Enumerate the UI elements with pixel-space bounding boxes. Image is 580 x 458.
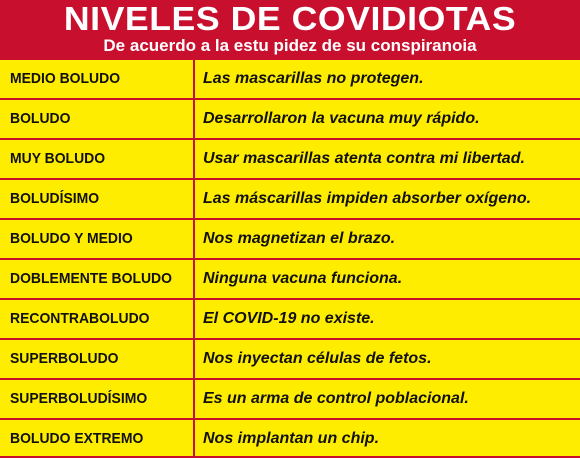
level-label: SUPERBOLUDÍSIMO bbox=[10, 390, 148, 407]
table-row bbox=[0, 378, 580, 418]
belief-text: Es un arma de control poblacional. bbox=[203, 390, 469, 407]
belief-text: El COVID-19 no existe. bbox=[203, 310, 375, 327]
column-divider bbox=[193, 340, 195, 378]
level-label: DOBLEMENTE BOLUDO bbox=[10, 270, 172, 287]
belief-text: Ninguna vacuna funciona. bbox=[203, 270, 403, 287]
belief-text: Las máscarillas impiden absorber oxígeno. bbox=[203, 190, 532, 207]
levels-table bbox=[0, 60, 580, 456]
column-divider bbox=[193, 140, 195, 178]
belief-text: Usar mascarillas atenta contra mi libertad. bbox=[203, 150, 525, 167]
belief-text: Las mascarillas no protegen. bbox=[203, 70, 424, 87]
poster-title: NIVELES DE COVIDIOTAS bbox=[63, 0, 517, 37]
column-divider bbox=[193, 60, 195, 100]
column-divider bbox=[193, 380, 195, 418]
level-label: MUY BOLUDO bbox=[10, 150, 106, 167]
belief-text: Nos implantan un chip. bbox=[203, 430, 380, 447]
table-row bbox=[0, 60, 580, 100]
table-row bbox=[0, 338, 580, 378]
table-row bbox=[0, 418, 580, 458]
column-divider bbox=[193, 180, 195, 218]
column-divider bbox=[193, 300, 195, 338]
table-row bbox=[0, 218, 580, 258]
level-label: BOLUDO bbox=[10, 110, 71, 127]
level-label: SUPERBOLUDO bbox=[10, 350, 119, 367]
column-divider bbox=[193, 420, 195, 458]
table-row bbox=[0, 98, 580, 138]
table-row bbox=[0, 138, 580, 178]
table-row bbox=[0, 298, 580, 338]
header-banner bbox=[0, 0, 580, 60]
column-divider bbox=[193, 220, 195, 258]
poster-subtitle: De acuerdo a la estu pidez de su conspiranoia bbox=[103, 36, 477, 55]
level-label: RECONTRABOLUDO bbox=[10, 310, 150, 327]
level-label: BOLUDÍSIMO bbox=[10, 190, 100, 207]
belief-text: Nos inyectan células de fetos. bbox=[203, 350, 432, 367]
column-divider bbox=[193, 260, 195, 298]
level-label: BOLUDO EXTREMO bbox=[10, 430, 144, 447]
table-row bbox=[0, 178, 580, 218]
belief-text: Desarrollaron la vacuna muy rápido. bbox=[203, 110, 480, 127]
level-label: MEDIO BOLUDO bbox=[10, 70, 121, 87]
level-label: BOLUDO Y MEDIO bbox=[10, 230, 133, 247]
table-row bbox=[0, 258, 580, 298]
belief-text: Nos magnetizan el brazo. bbox=[203, 230, 396, 247]
column-divider bbox=[193, 100, 195, 138]
